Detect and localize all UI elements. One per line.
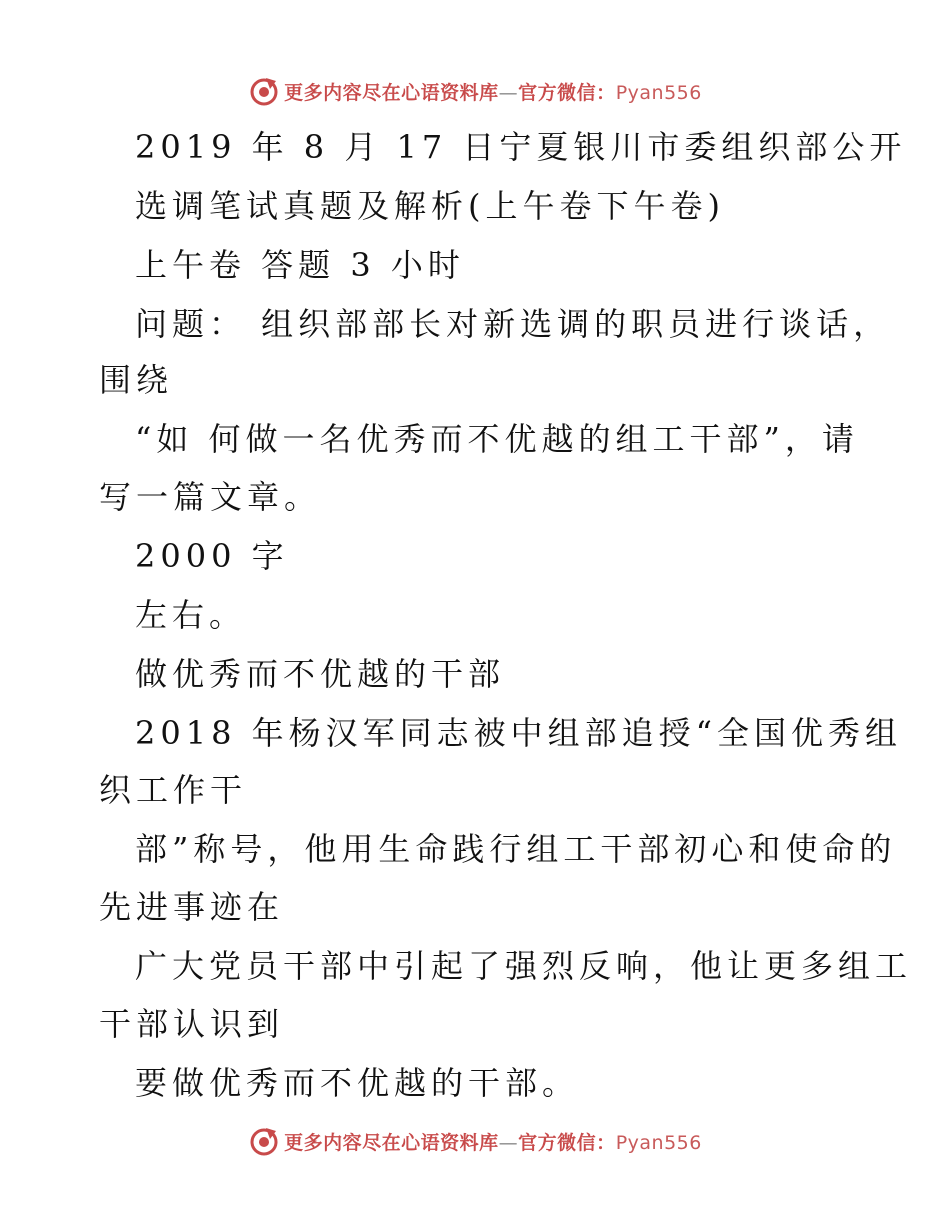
question-line-4: 写一篇文章。	[99, 478, 322, 516]
essay-title: 做优秀而不优越的干部	[135, 655, 506, 693]
watermark-separator: —	[498, 81, 519, 104]
question-line-2: 围绕	[99, 361, 174, 399]
watermark-brand: 更多内容尽在心语资料库	[284, 81, 499, 104]
paragraph-line-7: 要做优秀而不优越的干部。	[135, 1064, 580, 1102]
paragraph-line-4: 先进事迹在	[99, 888, 285, 926]
watermark-text	[284, 78, 702, 105]
watermark-brand: 更多内容尽在心语资料库	[284, 1131, 499, 1154]
paragraph-line-3: 部”称号，他用生命践行组工干部初心和使命的	[135, 830, 897, 868]
word-count-suffix-line: 左右。	[135, 596, 247, 634]
brand-logo-icon	[248, 1125, 280, 1157]
footer-watermark	[0, 1121, 950, 1161]
watermark-account: Pyan556	[615, 81, 702, 104]
watermark-separator: —	[498, 1131, 519, 1154]
brand-logo-icon	[248, 75, 280, 107]
watermark-label: 官方微信：	[518, 81, 616, 104]
paragraph-line-1: 2018 年杨汉军同志被中组部追授“全国优秀组	[135, 714, 902, 752]
doc-title-line-1: 2019 年 8 月 17 日宁夏银川市委组织部公开	[135, 128, 907, 166]
paragraph-line-5: 广大党员干部中引起了强烈反响，他让更多组工	[135, 947, 913, 985]
exam-duration-line: 上午卷 答题 3 小时	[135, 246, 465, 284]
word-count-line: 2000 字	[135, 537, 289, 575]
doc-title-line-2: 选调笔试真题及解析(上午卷下午卷)	[135, 187, 725, 225]
watermark-account: Pyan556	[615, 1131, 702, 1154]
watermark-text	[284, 1128, 702, 1155]
watermark-label: 官方微信：	[518, 1131, 616, 1154]
question-line-3: “如 何做一名优秀而不优越的组工干部”，请	[135, 420, 859, 458]
header-watermark	[0, 71, 950, 111]
paragraph-line-6: 干部认识到	[99, 1005, 285, 1043]
paragraph-line-2: 织工作干	[99, 771, 248, 809]
question-line-1: 问题： 组织部部长对新选调的职员进行谈话，	[135, 305, 891, 343]
